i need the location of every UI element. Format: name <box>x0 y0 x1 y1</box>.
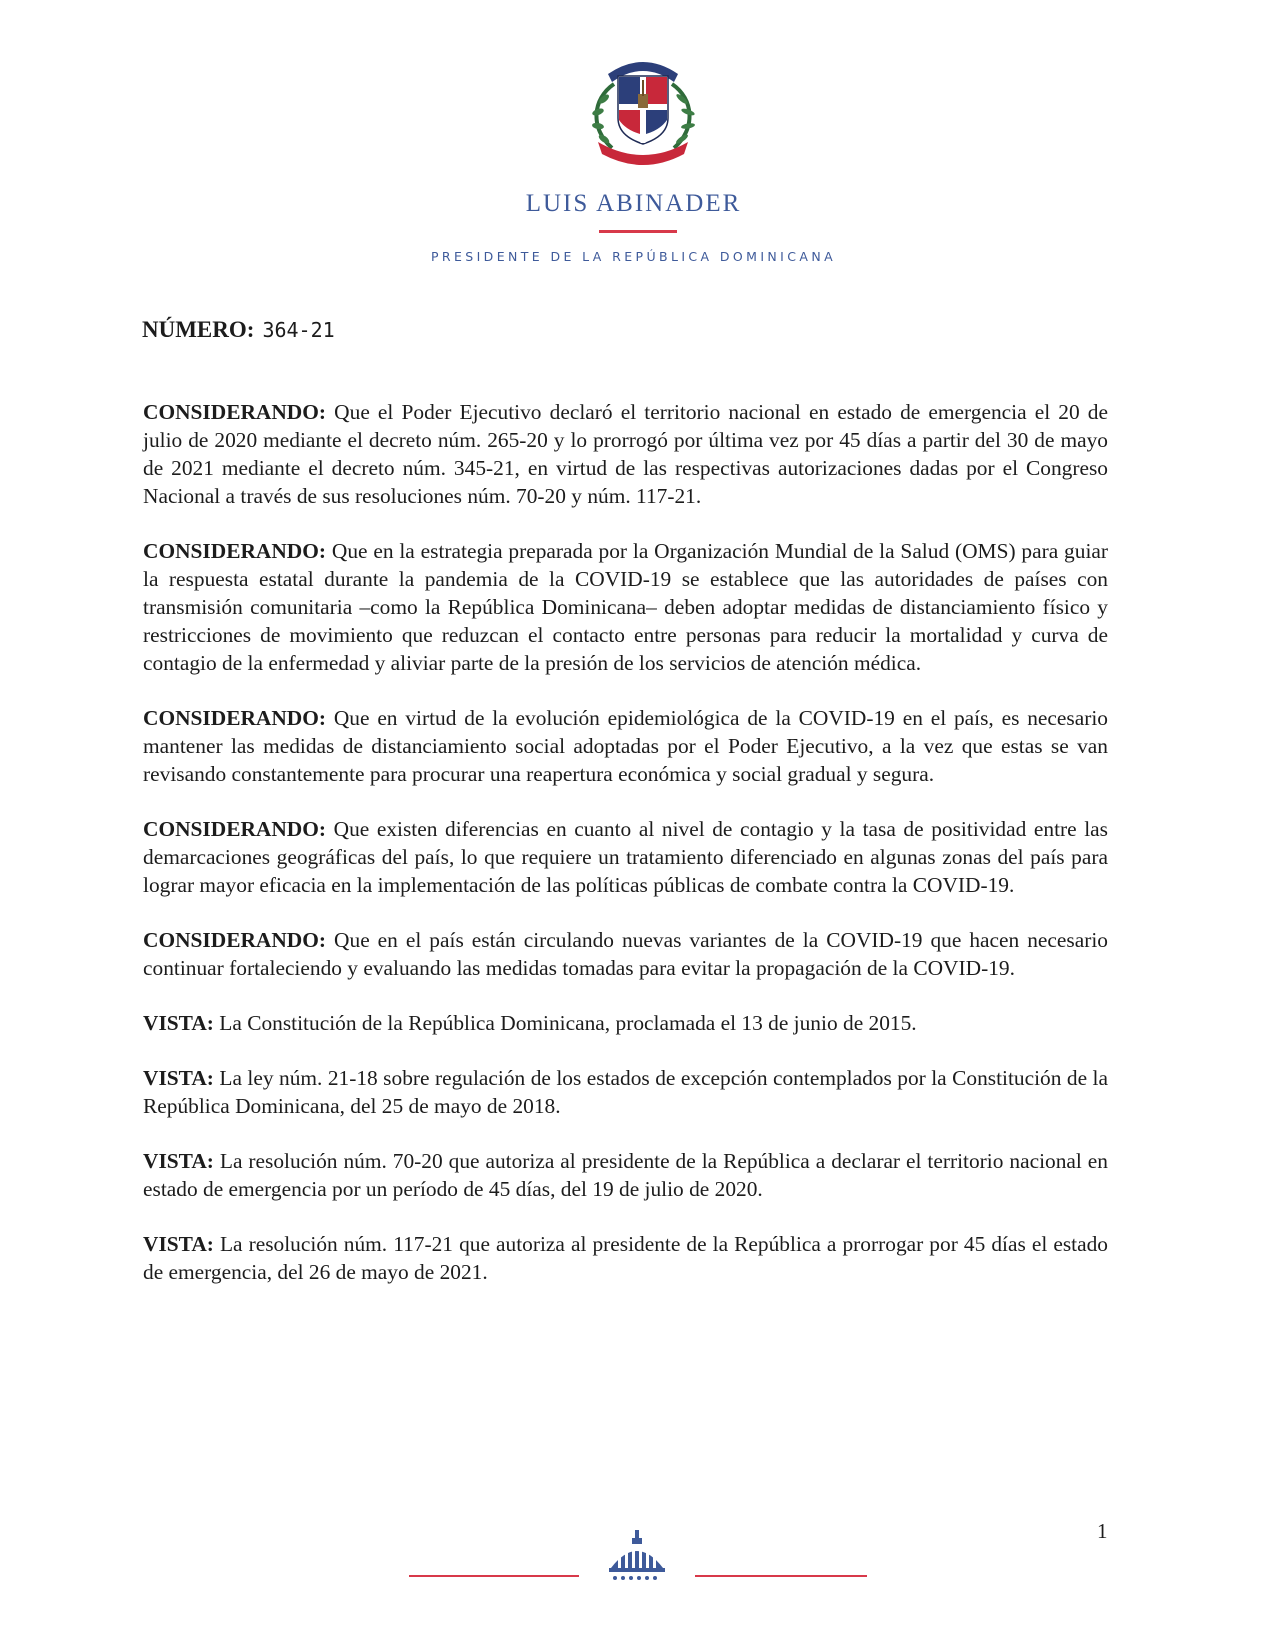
paragraph-text: Que en la estrategia preparada por la Organización Mundial de la Salud (OMS) para guiar la respuesta estatal durante la pandemia de la COVID-19 se establece que las autoridades de países con transmisión comunitaria –como la República Dominicana– deben adoptar medidas de distanciamiento físico y restricciones de movimiento que reduzcan el contacto entre personas para reducir la mortalidad y curva de contagio de la enfermedad y aliviar parte de la presión de los servicios de atención médica. <box>143 539 1109 675</box>
footer-divider-left <box>409 1575 579 1577</box>
letterhead-divider <box>599 230 677 233</box>
paragraph-keyword: VISTA: <box>143 1011 214 1035</box>
paragraph-text: La resolución núm. 117-21 que autoriza al presidente de la República a prorrogar por 45 días el estado de emergencia, del 26 de mayo de 2021. <box>143 1232 1108 1284</box>
paragraph-text: La Constitución de la República Dominicana, proclamada el 13 de junio de 2015. <box>219 1011 917 1035</box>
paragraph-keyword: VISTA: <box>143 1232 214 1256</box>
palace-dome-icon <box>605 1528 669 1584</box>
decree-number-label: NÚMERO: <box>142 317 255 342</box>
paragraph-text: La resolución núm. 70-20 que autoriza al presidente de la República a declarar el territorio nacional en estado de emergencia por un período de 45 días, del 19 de julio de 2020. <box>143 1149 1108 1201</box>
paragraph-text: La ley núm. 21-18 sobre regulación de los estados de excepción contemplados por la Constitución de la República Dominicana, del 25 de mayo de 2018. <box>143 1066 1108 1118</box>
paragraph-keyword: VISTA: <box>143 1066 214 1090</box>
paragraph-considerando-5 <box>143 926 1108 982</box>
paragraph-keyword: CONSIDERANDO: <box>143 539 327 563</box>
letterhead-title: PRESIDENTE DE LA REPÚBLICA DOMINICANA <box>430 249 837 264</box>
paragraph-considerando-3 <box>143 704 1108 788</box>
paragraph-keyword: CONSIDERANDO: <box>143 817 327 841</box>
paragraph-vista-3 <box>143 1147 1108 1203</box>
paragraph-text: Que en virtud de la evolución epidemiológica de la COVID-19 en el país, es necesario mantener las medidas de distanciamiento social adoptadas por el Poder Ejecutivo, a la vez que estas se van revisando constantemente para procurar una reapertura económica y social gradual y segura. <box>143 706 1108 786</box>
paragraph-vista-1 <box>143 1009 1108 1037</box>
letterhead-name: LUIS ABINADER <box>525 190 742 217</box>
paragraph-considerando-4 <box>143 815 1108 899</box>
paragraph-text: Que en el país están circulando nuevas variantes de la COVID-19 que hacen necesario continuar fortaleciendo y evaluando las medidas tomadas para evitar la propagación de la COVID-19. <box>143 928 1108 980</box>
coat-of-arms-icon <box>584 44 702 166</box>
paragraph-text: Que el Poder Ejecutivo declaró el territorio nacional en estado de emergencia el 20 de julio de 2020 mediante el decreto núm. 265-20 y lo prorrogó por última vez por 45 días a partir del 30 de mayo de 2021 mediante el decreto núm. 345-21, en virtud de las respectivas autorizaciones dadas por el Congreso Nacional a través de sus resoluciones núm. 70-20 y núm. 117-21. <box>143 400 1108 508</box>
footer-divider-right <box>695 1575 867 1577</box>
page-number: 1 <box>1097 1519 1108 1543</box>
paragraph-vista-4 <box>143 1230 1108 1286</box>
paragraph-considerando-2 <box>143 537 1108 677</box>
paragraph-keyword: CONSIDERANDO: <box>143 928 327 952</box>
paragraph-text: Que existen diferencias en cuanto al nivel de contagio y la tasa de positividad entre las demarcaciones geográficas del país, lo que requiere un tratamiento diferenciado en algunas zonas del país para lograr mayor eficacia en la implementación de las políticas públicas de combate contra la COVID-19. <box>143 817 1108 897</box>
decree-number <box>142 317 335 343</box>
decree-number-value: 364-21 <box>262 318 335 342</box>
paragraph-vista-2 <box>143 1064 1108 1120</box>
document-body <box>143 398 1108 1313</box>
paragraph-keyword: CONSIDERANDO: <box>143 400 327 424</box>
paragraph-considerando-1 <box>143 398 1108 510</box>
paragraph-keyword: VISTA: <box>143 1149 214 1173</box>
paragraph-keyword: CONSIDERANDO: <box>143 706 327 730</box>
